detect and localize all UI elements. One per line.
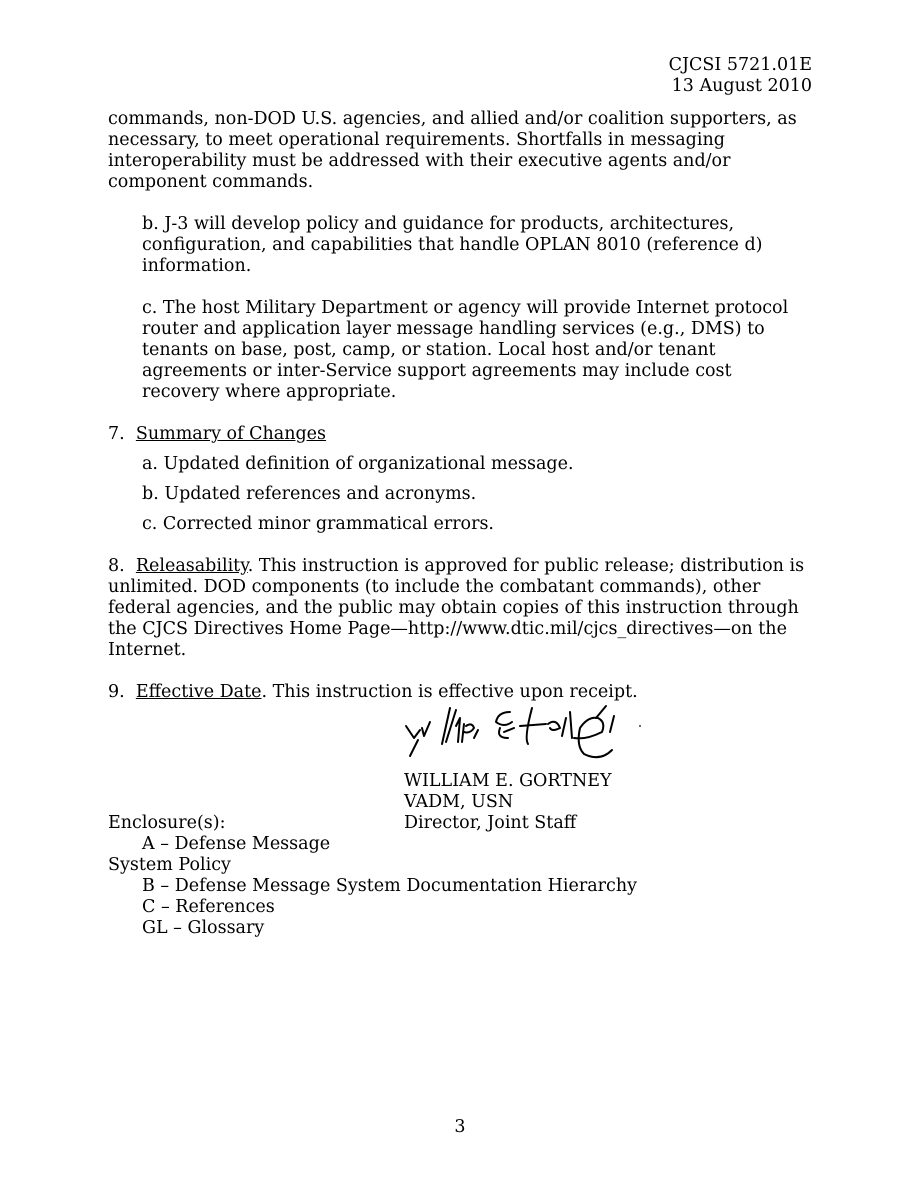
handwritten-signature <box>400 698 650 766</box>
section-number: 7. <box>108 424 125 444</box>
enclosures <box>108 813 708 939</box>
page-number: 3 <box>454 1117 466 1137</box>
section-text: . This instruction is effective upon receipt. <box>261 682 638 702</box>
document-date: 13 August 2010 <box>671 76 812 96</box>
document-id: CJCSI 5721.01E <box>668 55 812 75</box>
paragraph-continued: commands, non-DOD U.S. agencies, and allied and/or coalition supporters, as necessary, to meet operational requirements. Shortfalls in messaging interoperability must be addressed with their executive agents and/or component commands. <box>108 109 797 192</box>
list-item: a. Updated definition of organizational message. <box>142 454 574 474</box>
section-number: 9. <box>108 682 125 702</box>
enclosure-item: GL – Glossary <box>142 918 265 938</box>
paragraph-b: b. J-3 will develop policy and guidance for products, architectures, configuration, and capabilities that handle OPLAN 8010 (reference d) information. <box>142 214 763 276</box>
enclosure-item: System Policy <box>108 855 231 875</box>
signer-rank: VADM, USN <box>404 792 514 812</box>
signer-title: Director, Joint Staff <box>404 813 577 833</box>
section-title: Releasability <box>135 556 248 576</box>
enclosure-item: C – References <box>142 897 275 917</box>
document-body <box>108 109 813 703</box>
enclosure-item: A – Defense Message <box>142 834 331 854</box>
section-7-heading <box>108 424 813 445</box>
list-item: b. Updated references and acronyms. <box>142 484 477 504</box>
signer-name: WILLIAM E. GORTNEY <box>404 771 612 791</box>
list-item: c. Corrected minor grammatical errors. <box>142 514 494 534</box>
section-number: 8. <box>108 556 125 576</box>
section-title: Effective Date <box>135 682 262 702</box>
enclosures-label: Enclosure(s): <box>108 813 226 833</box>
section-title: Summary of Changes <box>135 424 327 444</box>
section-text: . This instruction is approved for public release; distribution is unlimited. DOD components (to include the combatant commands), other federal agencies, and the public may obtain copies of this instruction through the CJCS Directives Home Page—http://www.dtic.mil/cjcs_directives—on the Internet. <box>108 556 805 660</box>
enclosure-item: B – Defense Message System Documentation Hierarchy <box>142 876 637 896</box>
section-8-paragraph <box>108 556 813 661</box>
paragraph-c: c. The host Military Department or agency will provide Internet protocol router and application layer message handling services (e.g., DMS) to tenants on base, post, camp, or station. Local host and/or tenant agreements or inter-Service support agreements may include cost recovery where appropriate. <box>142 298 789 402</box>
document-header <box>669 55 812 97</box>
